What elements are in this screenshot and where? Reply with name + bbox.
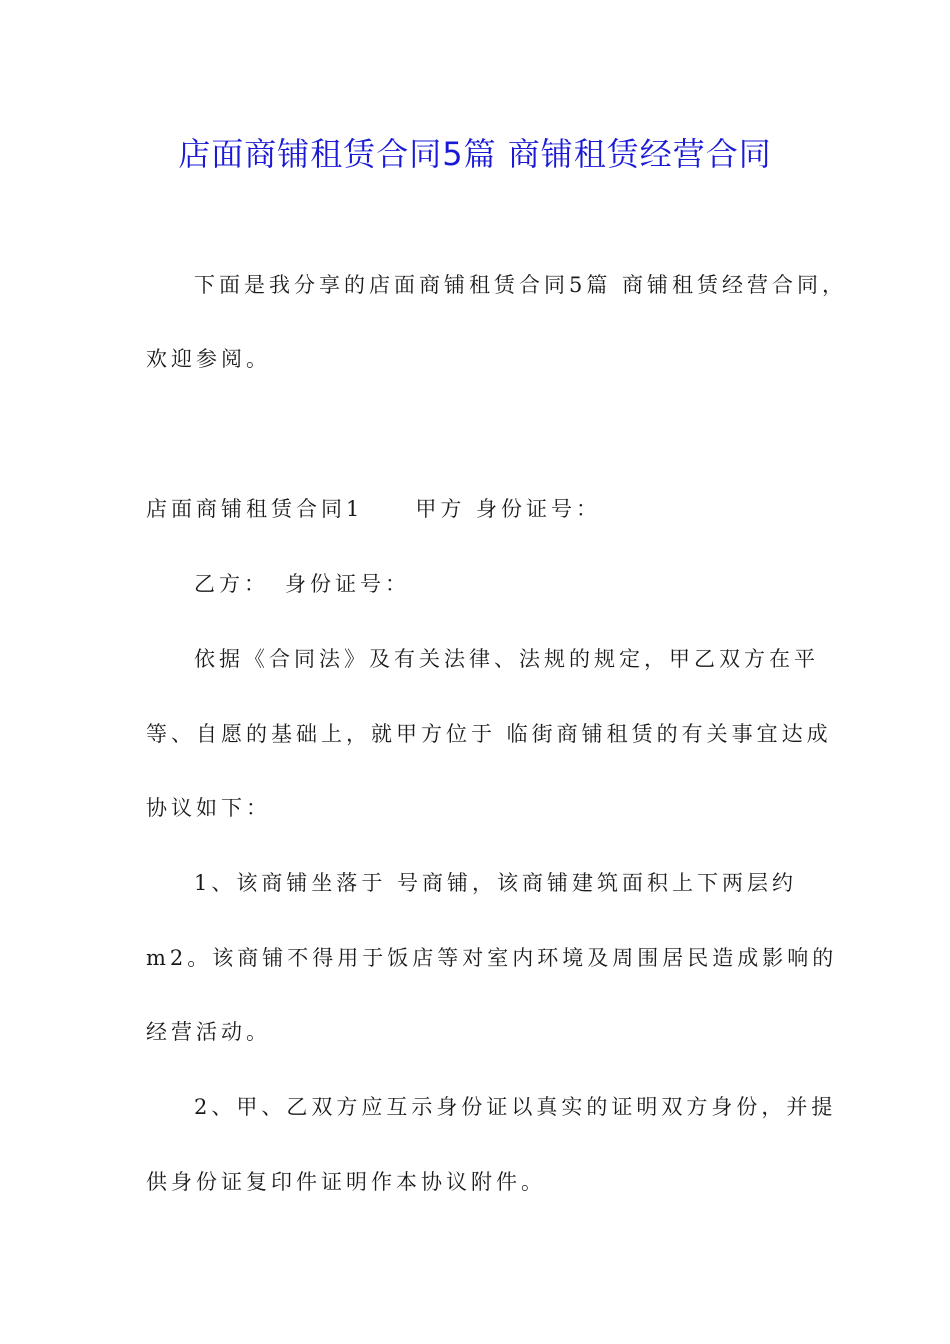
intro-line-1: 下面是我分享的店面商铺租赁合同5篇 商铺租赁经营合同， [194, 273, 848, 297]
intro-line-2: 欢迎参阅。 [146, 347, 271, 371]
party-b-row [194, 569, 410, 599]
party-b-label: 乙方： [194, 572, 269, 596]
party-b-id: 身份证号： [285, 572, 410, 596]
preamble-line-2: 等、自愿的基础上，就甲方位于 临街商铺租赁的有关事宜达成 [146, 722, 832, 746]
clause-2-line-2: 供身份证复印件证明作本协议附件。 [146, 1170, 546, 1194]
preamble-line-1: 依据《合同法》及有关法律、法规的规定，甲乙双方在平 [194, 647, 819, 671]
preamble-line-3: 协议如下： [146, 796, 271, 820]
clause-2-line-1: 2、甲、乙双方应互示身份证以真实的证明双方身份，并提 [194, 1095, 837, 1119]
clause-1-line-2: m2。该商铺不得用于饭店等对室内环境及周围居民造成影响的 [146, 946, 838, 970]
clause-1-line-1: 1、该商铺坐落于 号商铺，该商铺建筑面积上下两层约 [194, 871, 798, 895]
clause-1-line-3: 经营活动。 [146, 1020, 271, 1044]
section-heading: 店面商铺租赁合同1 [146, 497, 364, 521]
section-heading-row [146, 494, 601, 524]
party-a-line: 甲方 身份证号： [415, 497, 602, 521]
document-title: 店面商铺租赁合同5篇 商铺租赁经营合同 [178, 135, 772, 173]
